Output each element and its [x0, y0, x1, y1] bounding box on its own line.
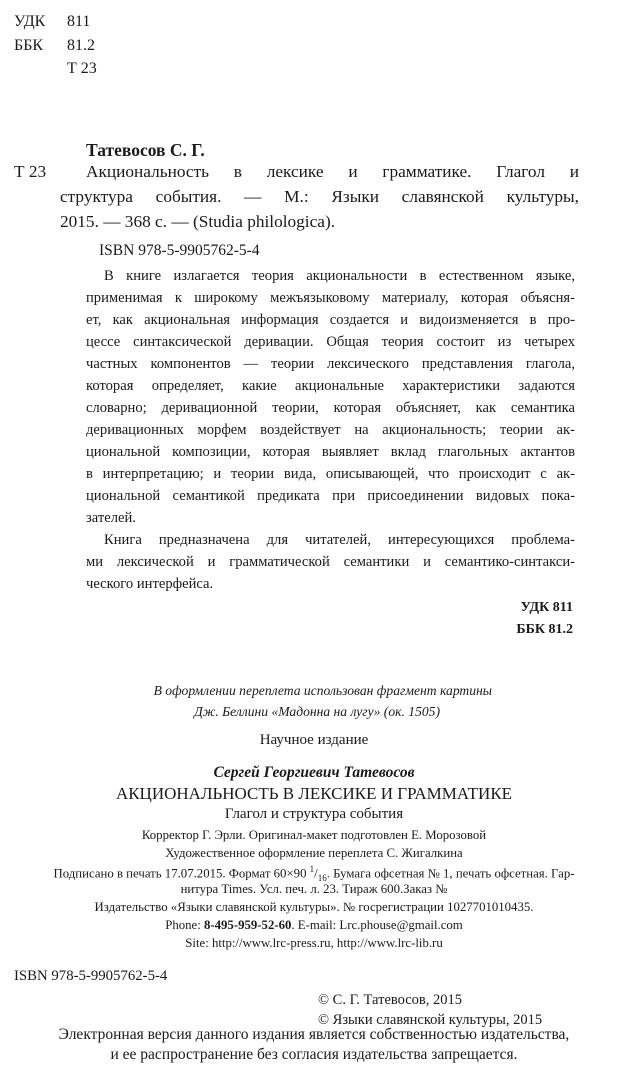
udk-label: УДК — [14, 13, 46, 30]
annotation-line: цессе синтаксической деривации. Общая теория состоит из четырех — [86, 334, 575, 350]
annotation-udk: УДК 811 — [520, 600, 573, 615]
publisher-line: Издательство «Языки славянской культуры». № госрегистрации 1027701010435. — [94, 900, 534, 914]
annotation-line: циональной семантикой предиката при присоединении видовых пока- — [86, 488, 575, 504]
biblio-line-3: 2015. — 368 с. — (Studia philologica). — [60, 212, 336, 231]
phone-label: Phone: — [165, 918, 204, 932]
credits-line-1: Корректор Г. Эрли. Оригинал-макет подготовлен Е. Морозовой — [141, 828, 487, 842]
author-mark-top: Т 23 — [67, 60, 97, 77]
author-full-name: Сергей Георгиевич Татевосов — [213, 764, 415, 781]
print-details-text-b: . Бумага офсетная № 1, печать офсетная. Гар- — [326, 866, 575, 881]
print-details-text-a: Подписано в печать 17.07.2015. Формат 60×90 — [53, 866, 310, 881]
book-subtitle: Глагол и структура события — [224, 806, 404, 822]
print-details-line-2: нитура Times. Усл. печ. л. 23. Тираж 600.Заказ № — [180, 882, 448, 896]
annotation-line: ми лексической и грамматической семантики и семантико-синтакси- — [86, 554, 575, 570]
annotation-line: применимая к широкому межъязыковому материалу, которая объясня- — [86, 290, 575, 306]
annotation-line: зателей. — [86, 510, 136, 526]
credits-line-2: Художественное оформление переплета С. Жигалкина — [165, 846, 463, 860]
udk-value: 811 — [67, 13, 91, 30]
annotation-line: частных компонентов — теории лексического представления глагола, — [86, 356, 575, 372]
format-denominator: 16 — [317, 872, 327, 883]
format-numerator: 1 — [309, 864, 315, 874]
annotation-line: Книга предназначена для читателей, интересующихся проблема- — [104, 532, 575, 548]
annotation-line: циональной композиции, которая выявляет вклад глагольных актантов — [86, 444, 575, 460]
annotation-line: ческого интерфейса. — [86, 576, 214, 592]
edition-type: Научное издание — [259, 732, 369, 748]
book-title: АКЦИОНАЛЬНОСТЬ В ЛЕКСИКЕ И ГРАММАТИКЕ — [115, 784, 513, 803]
cover-note-line-2: Дж. Беллини «Мадонна на лугу» (ок. 1505) — [194, 704, 440, 719]
annotation-line: ет, как акциональная информация создается и видоизменяется в про- — [86, 312, 575, 328]
author-mark-side: Т 23 — [14, 162, 47, 181]
annotation-bbk: ББК 81.2 — [516, 622, 573, 637]
annotation-line: В книге излагается теория акциональности в естественном языке, — [104, 268, 575, 284]
biblio-line-1: Акциональность в лексике и грамматике. Глагол и — [86, 162, 579, 181]
annotation-line: в интерпретацию; и теории вида, описывающей, что происходит с ак- — [86, 466, 575, 482]
annotation-line: словарно; деривационной теории, которая объясняет, как семантика — [86, 400, 575, 416]
biblio-isbn: ISBN 978-5-9905762-5-4 — [99, 242, 260, 259]
bbk-value: 81.2 — [67, 37, 95, 54]
annotation-line: которая определяет, какие акциональные характеристики задаются — [86, 378, 575, 394]
biblio-line-2: структура события. — М.: Языки славянской культуры, — [60, 187, 579, 206]
site-line: Site: http://www.lrc-press.ru, http://www.lrc-lib.ru — [185, 936, 443, 950]
copyright-author: © С. Г. Татевосов, 2015 — [318, 992, 463, 1008]
footer-isbn: ISBN 978-5-9905762-5-4 — [14, 968, 168, 984]
notice-line-1: Электронная версия данного издания является собственностью издательства, — [58, 1026, 570, 1043]
email-text: . E-mail: Lrc.phouse@gmail.com — [291, 918, 463, 932]
bbk-label: ББК — [14, 37, 44, 54]
phone-number: 8-495-959-52-60 — [203, 918, 292, 932]
cover-note-line-1: В оформлении переплета использован фрагмент картины — [153, 683, 492, 698]
print-details-line-1: Подписано в печать 17.07.2015. Формат 60×90 $^1/_{16}$. Бумага офсетная № 1, печать офсетная. Гар- — [53, 864, 575, 883]
copyright-publisher: © Языки славянской культуры, 2015 — [318, 1012, 543, 1028]
annotation-line: деривационных морфем воздействует на акциональность; теории ак- — [86, 422, 575, 438]
author-name — [86, 140, 205, 161]
author-name-text: Татевосов С. Г. — [86, 140, 205, 160]
contact-line — [0, 918, 628, 933]
notice-line-2: и ее распространение без согласия издательства запрещается. — [110, 1046, 518, 1063]
